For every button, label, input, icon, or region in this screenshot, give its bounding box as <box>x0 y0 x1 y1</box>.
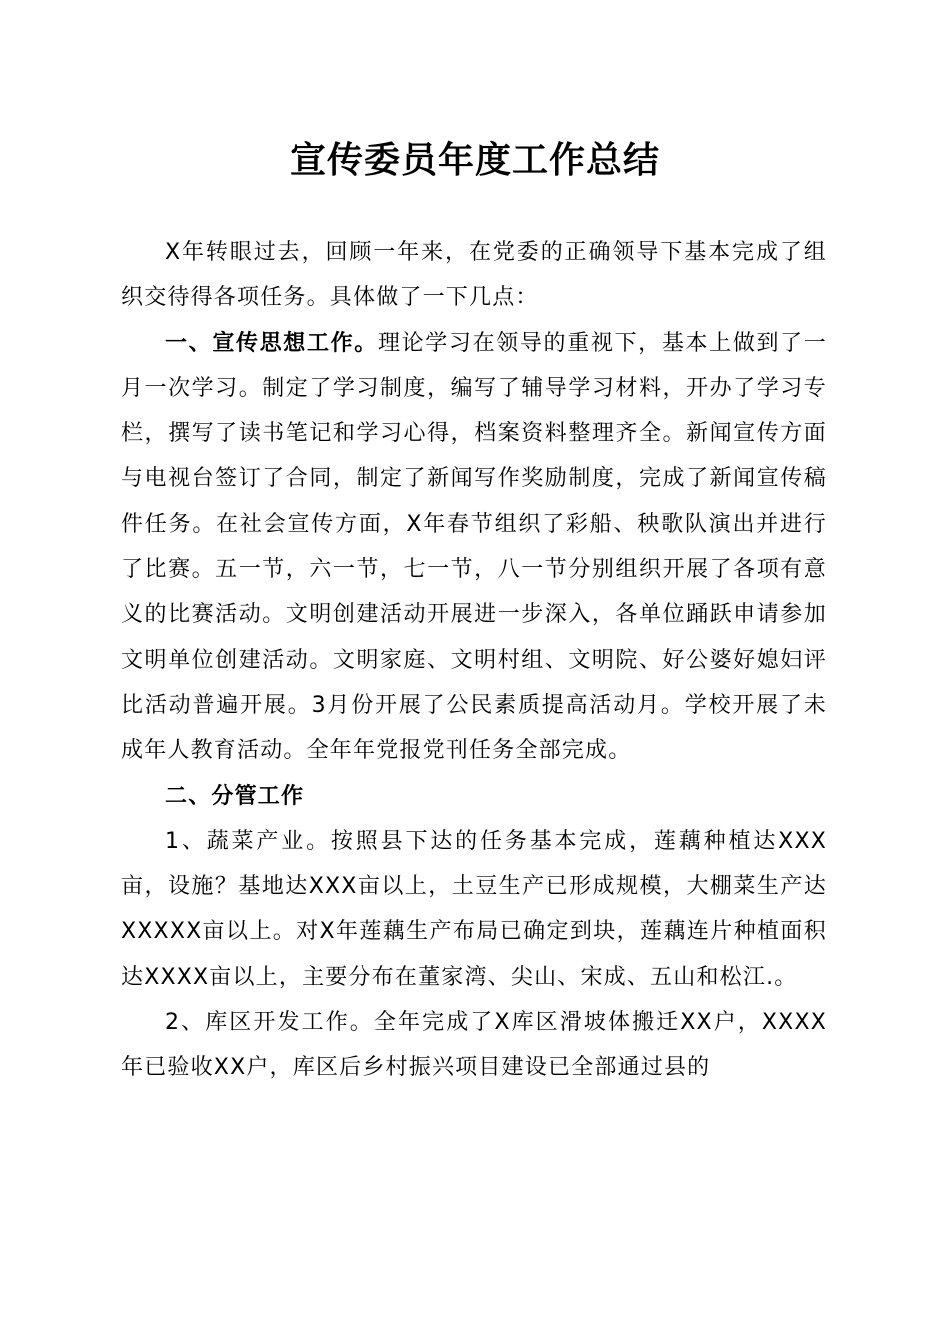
intro-paragraph: X年转眼过去，回顾一年来，在党委的正确领导下基本完成了组织交待得各项任务。具体做了一下几点： <box>121 240 827 311</box>
section2-item2-paragraph: 2、库区开发工作。全年完成了X库区滑坡体搬迁XX户，XXXX年已验收XX户，库区后乡村振兴项目建设已全部通过县的 <box>121 1010 827 1081</box>
section1-heading: 一、宣传思想工作。 <box>165 330 378 356</box>
document-body <box>121 230 827 1091</box>
section1-paragraph <box>121 321 827 774</box>
section2-item1-paragraph: 1、蔬菜产业。按照县下达的任务基本完成，莲藕种植达XXX亩，设施？基地达XXX亩以上，土豆生产已形成规模，大棚菜生产达XXXXX亩以上。对X年莲藕生产布局已确定到块，莲藕连片种植面积达XXXX亩以上，主要分布在董家湾、尖山、宋成、五山和松江.。 <box>121 828 827 990</box>
section1-body: 理论学习在领导的重视下，基本上做到了一月一次学习。制定了学习制度，编写了辅导学习材料，开办了学习专栏，撰写了读书笔记和学习心得，档案资料整理齐全。新闻宣传方面与电视台签订了合同，制定了新闻写作奖励制度，完成了新闻宣传稿件任务。在社会宣传方面，X年春节组织了彩船、秧歌队演出并进行了比赛。五一节，六一节，七一节，八一节分别组织开展了各项有意义的比赛活动。文明创建活动开展进一步深入，各单位踊跃申请参加文明单位创建活动。文明家庭、文明村组、文明院、好公婆好媳妇评比活动普遍开展。3月份开展了公民素质提高活动月。学校开展了未成年人教育活动。全年年党报党刊任务全部完成。 <box>121 330 827 764</box>
document-title: 宣传委员年度工作总结 <box>289 139 660 181</box>
section2-heading: 二、分管工作 <box>165 783 305 809</box>
